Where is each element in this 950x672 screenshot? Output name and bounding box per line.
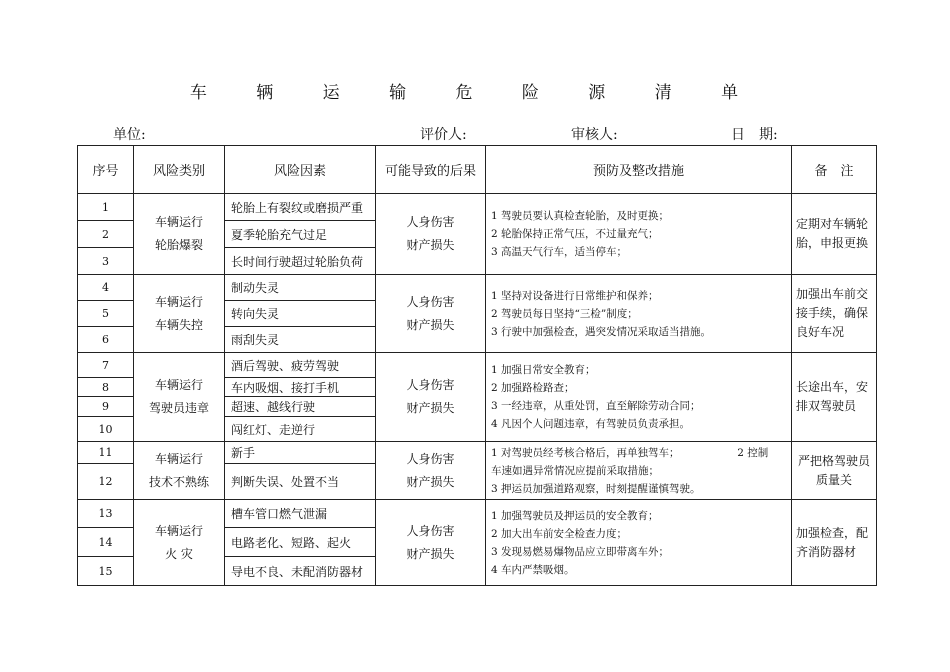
- row-number: 9: [78, 397, 134, 417]
- risk-factor: 轮胎上有裂纹或磨损严重: [225, 194, 376, 221]
- risk-factor: 雨刮失灵: [225, 327, 376, 353]
- risk-factor: 新手: [225, 442, 376, 464]
- risk-category: 车辆运行 轮胎爆裂: [134, 194, 225, 275]
- measures: 1 加强日常安全教育； 2 加强路检路查； 3 一经违章，从重处罚，直至解除劳动合同； 4 凡因个人问题违章，有驾驶员负责承担。: [486, 353, 792, 442]
- consequence: 人身伤害 财产损失: [376, 500, 486, 586]
- table-row: [78, 275, 877, 301]
- measures: 1 对驾驶员经考核合格后，再单独驾车； 2 控制 车速如遇异常情况应提前采取措施； 3 押运员加强道路观察，时刻提醒谨慎驾驶。: [486, 442, 792, 500]
- page-title: 车 辆 运 输 危 险 源 清 单: [189, 83, 761, 103]
- unit-label: 单位:: [113, 127, 146, 143]
- measures: 1 坚持对设备进行日常维护和保养； 2 驾驶员每日坚持“三检”制度； 3 行驶中加强检查，遇突发情况采取适当措施。: [486, 275, 792, 353]
- table-row: [78, 194, 877, 221]
- remark: 定期对车辆轮胎，申报更换: [792, 194, 877, 275]
- risk-factor: 电路老化、短路、起火: [225, 528, 376, 557]
- risk-factor: 超速、越线行驶: [225, 397, 376, 417]
- risk-factor: 槽车管口燃气泄漏: [225, 500, 376, 528]
- row-number: 15: [78, 557, 134, 586]
- row-number: 3: [78, 248, 134, 275]
- risk-factor: 判断失误、处置不当: [225, 464, 376, 500]
- remark: 严把格驾驶员质量关: [792, 442, 877, 500]
- table-row: [78, 442, 877, 464]
- row-number: 4: [78, 275, 134, 301]
- risk-factor: 导电不良、未配消防器材: [225, 557, 376, 586]
- row-number: 2: [78, 221, 134, 248]
- header-measures: 预防及整改措施: [486, 146, 792, 194]
- measures: 1 加强驾驶员及押运员的安全教育； 2 加大出车前安全检查力度； 3 发现易燃易爆物品应立即带离车外； 4 车内严禁吸烟。: [486, 500, 792, 586]
- header-no: 序号: [78, 146, 134, 194]
- row-number: 8: [78, 378, 134, 397]
- risk-factor: 制动失灵: [225, 275, 376, 301]
- row-number: 6: [78, 327, 134, 353]
- consequence: 人身伤害 财产损失: [376, 275, 486, 353]
- row-number: 5: [78, 301, 134, 327]
- row-number: 1: [78, 194, 134, 221]
- hazard-table: [77, 145, 877, 586]
- risk-factor: 闯红灯、走逆行: [225, 417, 376, 442]
- risk-category: 车辆运行 技术不熟练: [134, 442, 225, 500]
- header-remark: 备 注: [792, 146, 877, 194]
- risk-category: 车辆运行 火 灾: [134, 500, 225, 586]
- row-number: 13: [78, 500, 134, 528]
- reviewer-label: 审核人:: [571, 127, 618, 143]
- row-number: 7: [78, 353, 134, 378]
- remark: 长途出车，安排双驾驶员: [792, 353, 877, 442]
- risk-factor: 转向失灵: [225, 301, 376, 327]
- row-number: 10: [78, 417, 134, 442]
- risk-factor: 酒后驾驶、疲劳驾驶: [225, 353, 376, 378]
- table-row: [78, 500, 877, 528]
- risk-factor: 长时间行驶超过轮胎负荷: [225, 248, 376, 275]
- risk-factor: 车内吸烟、接打手机: [225, 378, 376, 397]
- remark: 加强检查，配齐消防器材: [792, 500, 877, 586]
- risk-category: 车辆运行 车辆失控: [134, 275, 225, 353]
- remark: 加强出车前交接手续，确保良好车况: [792, 275, 877, 353]
- risk-category: 车辆运行 驾驶员违章: [134, 353, 225, 442]
- row-number: 11: [78, 442, 134, 464]
- table-header-row: [78, 146, 877, 194]
- measures: 1 驾驶员要认真检查轮胎，及时更换； 2 轮胎保持正常气压，不过量充气； 3 高温天气行车，适当停车；: [486, 194, 792, 275]
- table-row: [78, 353, 877, 378]
- row-number: 12: [78, 464, 134, 500]
- header-factor: 风险因素: [225, 146, 376, 194]
- header-category: 风险类别: [134, 146, 225, 194]
- consequence: 人身伤害 财产损失: [376, 353, 486, 442]
- row-number: 14: [78, 528, 134, 557]
- risk-factor: 夏季轮胎充气过足: [225, 221, 376, 248]
- evaluator-label: 评价人:: [420, 127, 467, 143]
- date-label: 日 期:: [731, 127, 778, 143]
- consequence: 人身伤害 财产损失: [376, 194, 486, 275]
- header-consequence: 可能导致的后果: [376, 146, 486, 194]
- consequence: 人身伤害 财产损失: [376, 442, 486, 500]
